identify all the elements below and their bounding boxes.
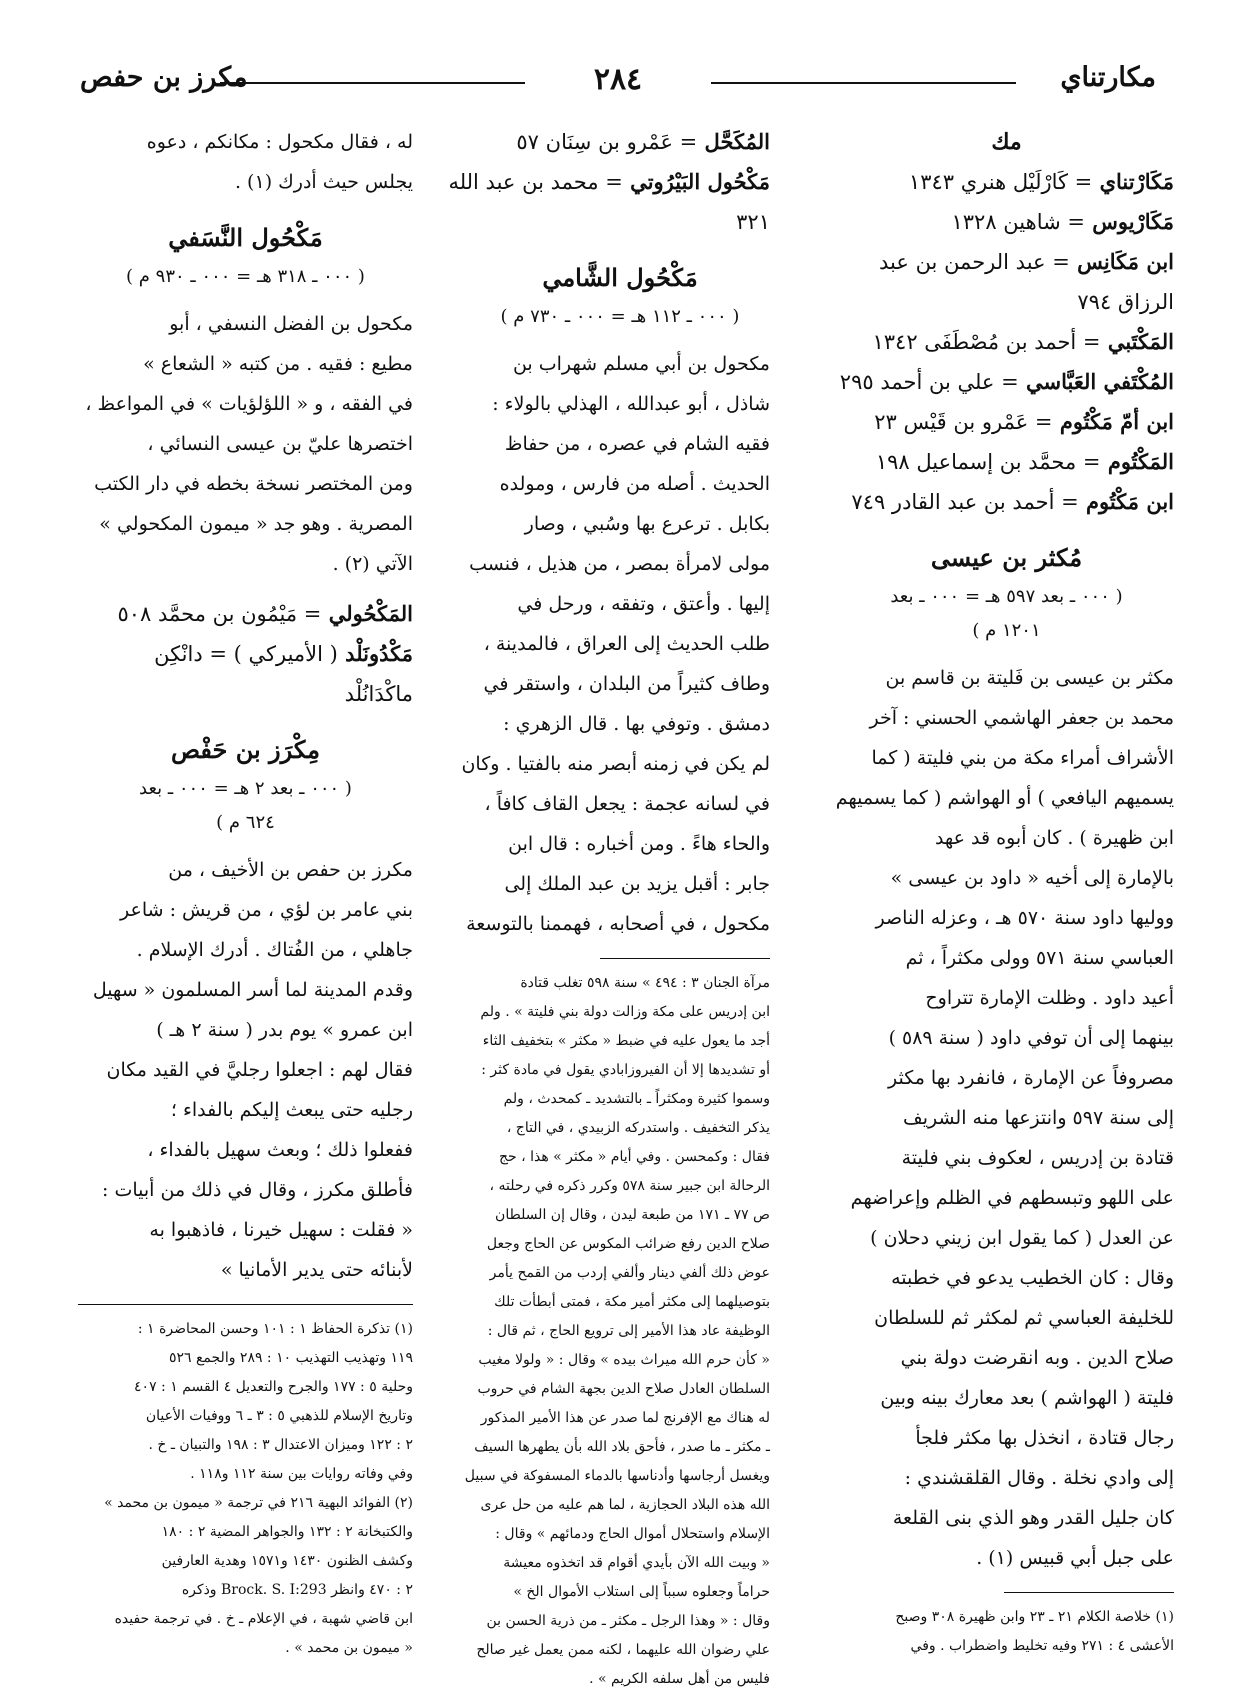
footnote-line: (٢) الفوائد البهية ٢١٦ في ترجمة « ميمون بن محمد » <box>104 1495 413 1511</box>
bio-title: مَكْحُول النَّسَفي <box>168 223 323 252</box>
entry-value: = شاهين ١٣٢٨ <box>951 210 1085 234</box>
page-number: ٢٨٤ <box>593 62 643 97</box>
footnote-line: فليس من أهل سلفه الكريم » . <box>589 1671 770 1687</box>
text-line: ومن المختصر نسخة بخطه في دار الكتب <box>94 473 413 495</box>
footnote-rule <box>78 1304 413 1305</box>
text-line: بينهما إلى أن توفي داود ( سنة ٥٨٩ ) <box>888 1027 1174 1049</box>
text-line: فقيه الشام في عصره ، من حفاظ <box>504 433 770 455</box>
footnote-line: وكشف الظنون ١٤٣٠ و١٥٧١ وهدية العارفين <box>161 1553 413 1569</box>
footnote-line: له هناك مع الإفرنج لما صدر عن هذا الأمير المذكور <box>480 1410 770 1426</box>
text-line: وقال : كان الخطيب يدعو في خطبته <box>891 1267 1174 1289</box>
footnote-line: ـ مكثر ـ ما صدر ، فأحق بلاد الله بأن يطهرها السيف <box>474 1439 770 1455</box>
text-line: مكرز بن حفص بن الأخيف ، من <box>168 859 413 881</box>
entry-line <box>470 202 770 242</box>
text-line: ففعلوا ذلك ؛ وبعث سهيل بالفداء ، <box>147 1139 413 1161</box>
footnote-line: يذكر التخفيف . واستدركه الزبيدي ، في التاج ، <box>506 1120 770 1136</box>
footnote-line: السلطان العادل صلاح الدين بجهة الشام في حروب <box>477 1381 770 1397</box>
text-line: بني عامر بن لؤي ، من قريش : شاعر <box>120 899 413 921</box>
footnote-line: وتاريخ الإسلام للذهبي ٥ : ٣ ـ ٦ ووفيات الأعيان <box>145 1408 413 1424</box>
footnote-line: وحلية ٥ : ١٧٧ والجرح والتعديل ٤ القسم ١ : ٤٠٧ <box>134 1379 413 1395</box>
text-line: رجليه حتى يبعث إليكم بالفداء ؛ <box>170 1099 413 1121</box>
entry-value: = عبد الرحمن بن عبد <box>879 250 1070 274</box>
entry-value: = عَمْرو بن قَيْس ٢٣ <box>874 410 1053 434</box>
entry-line <box>470 122 770 162</box>
footnote-line: حراماً وجعلوه سبباً إلى استلاب الأموال الخ » <box>513 1584 770 1600</box>
footnote-line: الله هذه البلاد الحجازية ، لما هم عليه من حل عرى <box>480 1497 770 1513</box>
text-line: أعيد داود . وظلت الإمارة تتراوح <box>925 987 1174 1009</box>
entry-line <box>78 674 413 714</box>
entry-name: المُكَحَّل <box>697 129 770 154</box>
entry-line <box>839 442 1174 482</box>
text-line: العباسي سنة ٥٧١ وولى مكثراً ، ثم <box>905 947 1174 969</box>
bio-title: مُكثر بن عيسى <box>930 543 1083 572</box>
footnote-rule <box>600 958 770 959</box>
text-line: على جبل أبي قبيس (١) . <box>976 1547 1174 1569</box>
text-line: فليتة ( الهواشم ) بعد معارك بينه وبين <box>880 1387 1174 1409</box>
entry-value: = محمَّد بن إسماعيل ١٩٨ <box>875 450 1101 474</box>
column-middle <box>448 122 770 1694</box>
bio-title: مِكْرَز بن حَفْص <box>171 735 320 764</box>
column-left <box>78 122 413 1663</box>
text-line: عن العدل ( كما يقول ابن زيني دحلان ) <box>870 1227 1174 1249</box>
entry-value: = محمد بن عبد الله <box>448 170 623 194</box>
entry-name: مَكْدُونَلْد <box>337 641 413 666</box>
bio-dates: ( ٠٠٠ ـ بعد ٢ هـ = ٠٠٠ ـ بعد <box>139 778 352 799</box>
entry-value: ٣٢١ <box>736 210 770 234</box>
footnote-line: ١١٩ وتهذيب التهذيب ١٠ : ٢٨٩ والجمع ٥٢٦ <box>168 1350 413 1366</box>
entry-value: ماكْدَانُلْد <box>344 682 413 706</box>
continued-text <box>78 122 413 202</box>
text-line: فأطلق مكرز ، وقال في ذلك من أبيات : <box>102 1179 413 1201</box>
bio-text <box>78 850 413 1290</box>
text-line: لأبنائه حتى يدير الأمانيا » <box>220 1259 413 1281</box>
entry-name: مَكَارْيوس <box>1084 209 1174 234</box>
footnote-line: الإسلام واستحلال أموال الحاج ودمائهم » وقال : <box>495 1526 770 1542</box>
entry-value: الرزاق ٧٩٤ <box>1077 290 1174 314</box>
footnotes <box>839 1603 1174 1661</box>
entry-line <box>839 402 1174 442</box>
bio-dates: ( ٠٠٠ ـ ١١٢ هـ = ٠٠٠ ـ ٧٣٠ م ) <box>500 306 740 327</box>
entry-line <box>78 594 413 634</box>
footnote-line: ٢ : ١٢٢ وميزان الاعتدال ٣ : ١٩٨ والتبيان ـ خ . <box>148 1437 413 1453</box>
running-head-left: مكرز بن حفص <box>80 62 248 93</box>
text-line: ابن ظهيرة ) . كان أبوه قد عهد <box>934 827 1174 849</box>
entry-value: = مَيْمُون بن محمَّد ٥٠٨ <box>117 602 322 626</box>
entry-line <box>839 482 1174 522</box>
footnote-line: (١) خلاصة الكلام ٢١ ـ ٢٣ وابن ظهيرة ٣٠٨ وصبح <box>895 1609 1174 1625</box>
text-line: « فقلت : سهيل خيرنا ، فاذهبوا به <box>149 1219 413 1241</box>
entry-list <box>78 594 413 714</box>
entry-line <box>839 282 1174 322</box>
entry-name: المَكْتَبي <box>1100 329 1174 354</box>
entry-name: ابن أمّ مَكْتُوم <box>1052 409 1174 434</box>
text-line: ووليها داود سنة ٥٧٠ هـ ، وعزله الناصر <box>875 907 1174 929</box>
footnote-line: أجد ما يعول عليه في ضبط « مكثر » بتخفيف الثاء <box>482 1033 770 1049</box>
footnote-line: الوظيفة عاد هذا الأمير إلى ترويع الحاج ، ثم قال : <box>487 1323 770 1339</box>
text-line: إلى وادي نخلة . وقال القلقشندي : <box>904 1467 1174 1489</box>
text-line: في الفقه ، و « اللؤلؤيات » في المواعظ ، <box>85 393 413 415</box>
bio-text <box>835 658 1174 1578</box>
footnotes <box>464 969 770 1694</box>
footnote-line: أو تشديدها إلا أن الفيروزابادي يقول في مادة كثر : <box>481 1062 770 1078</box>
footnote-line: ٢ : ٤٧٠ وانظر Brock. S. I:293 وذكره <box>181 1582 413 1598</box>
text-line: جاهلي ، من الفُتاك . أدرك الإسلام . <box>136 939 413 961</box>
text-line: على اللهو وتبسطهم في الظلم وإعراضهم <box>850 1187 1174 1209</box>
text-line: محمد بن جعفر الهاشمي الحسني : آخر <box>869 707 1174 729</box>
text-line: شاذل ، أبو عبدالله ، الهذلي بالولاء : <box>492 393 770 415</box>
entry-line <box>839 242 1174 282</box>
entry-line <box>448 162 770 202</box>
text-line: مصروفاً عن الإمارة ، فانفرد بها مكثر <box>887 1067 1174 1089</box>
running-head-right: مكارتناي <box>1060 62 1156 93</box>
footnote-line: فقال : وكمحسن . وفي أيام « مكثر » هذا ، حج <box>498 1149 770 1165</box>
text-line: له ، فقال مكحول : مكانكم ، دعوه <box>146 131 413 153</box>
text-line: مكحول ، في أصحابه ، فهممنا بالتوسعة <box>466 913 770 935</box>
text-line: ابن عمرو » يوم بدر ( سنة ٢ هـ ) <box>156 1019 413 1041</box>
page-header <box>80 62 1156 102</box>
text-line: والحاء هاءً . ومن أخباره : قال ابن <box>508 833 770 855</box>
text-line: فقال لهم : اجعلوا رجليَّ في القيد مكان <box>106 1059 413 1081</box>
bio-text <box>78 304 413 584</box>
footnote-line: عوض ذلك ألفي دينار وألفي إردب من القمح يأمر <box>489 1265 770 1281</box>
entry-name: مَكْحُول البَيْرُوتي <box>622 169 770 194</box>
footnote-line: « ميمون بن محمد » . <box>285 1640 413 1656</box>
entry-list <box>448 122 770 242</box>
text-line: صلاح الدين . وبه انقرضت دولة بني <box>900 1347 1174 1369</box>
footnote-line: وقال : « وهذا الرجل ـ مكثر ـ من ذرية الحسن بن <box>486 1613 770 1629</box>
entry-name: المَكْحُولي <box>321 601 413 626</box>
bio-dates: ( ٠٠٠ ـ بعد ٥٩٧ هـ = ٠٠٠ ـ بعد <box>890 586 1123 607</box>
footnote-line: مرآة الجنان ٣ : ٤٩٤ » سنة ٥٩٨ تغلب قتادة <box>520 975 770 991</box>
footnote-line: (١) تذكرة الحفاظ ١ : ١٠١ وحسن المحاضرة ١ : <box>137 1321 413 1337</box>
footnote-line: ابن قاضي شهبة ، في الإعلام ـ خ . في ترجمة حفيده <box>114 1611 413 1627</box>
text-line: بكابل . ترعرع بها وسُبي ، وصار <box>524 513 770 535</box>
text-line: للخليفة العباسي ثم لمكثر ثم للسلطان <box>874 1307 1174 1329</box>
footnote-rule <box>1004 1592 1174 1593</box>
text-line: لم يكن في زمنه أبصر منه بالفتيا . وكان <box>461 753 770 775</box>
entry-line <box>839 162 1174 202</box>
entry-value: = عَمْرو بن سِنَان ٥٧ <box>516 130 698 154</box>
footnote-line: وفي وفاته روايات بين سنة ١١٢ و١١٨ . <box>190 1466 413 1482</box>
footnote-line: بتوصيلهما إلى مكثر أمير مكة ، فمتى أبطأت تلك <box>494 1294 770 1310</box>
entry-value: = كَارْلَيْل هنري ١٣٤٣ <box>908 170 1093 194</box>
entry-name: المَكْتُوم <box>1100 449 1174 474</box>
text-line: كان جليل القدر وهو الذي بنى القلعة <box>892 1507 1174 1529</box>
text-line: الآتي (٢) . <box>332 553 413 575</box>
footnote-line: ويغسل أرجاسها وأدناسها بالدماء المسفوكة في سبيل <box>464 1468 770 1484</box>
footnote-line: والكتبخانة ٢ : ١٣٢ والجواهر المضية ٢ : ١٨٠ <box>161 1524 413 1540</box>
text-line: وطاف كثيراً من البلدان ، واستقر في <box>483 673 770 695</box>
entry-name: ابن مَكَانِس <box>1069 249 1174 274</box>
entry-value: = أحمد بن مُصْطَفَى ١٣٤٢ <box>872 330 1101 354</box>
text-line: الحديث . أصله من فارس ، ومولده <box>499 473 770 495</box>
footnote-line: ابن إدريس على مكة وزالت دولة بني فليتة » . ولم <box>480 1004 770 1020</box>
entry-name: مَكَارْتناي <box>1092 169 1174 194</box>
text-line: مكحول بن أبي مسلم شهراب بن <box>512 353 770 375</box>
entry-name: ابن مَكْتُوم <box>1078 489 1174 514</box>
text-line: يجلس حيث أدرك (١) . <box>234 171 413 193</box>
bio-text <box>461 344 770 944</box>
text-line: وقدم المدينة لما أسر المسلمون « سهيل <box>92 979 413 1001</box>
footnote-line: علي رضوان الله عليهما ، لكنه ممن يعمل غير صالح <box>476 1642 770 1658</box>
bio-dates-cont: ١٢٠١ م ) <box>972 620 1041 641</box>
entry-line <box>839 322 1174 362</box>
footnote-line: « وبيت الله الآن بأيدي أقوام قد اتخذوه معيشة <box>503 1555 770 1571</box>
text-line: في لسانه عجمة : يجعل القاف كافاً ، <box>484 793 770 815</box>
text-line: الأشراف أمراء مكة من بني فليتة ( كما <box>871 747 1174 769</box>
footnote-line: وسموا كثيرة ومكثراً ـ بالتشديد ـ كمحدث ، ولم <box>503 1091 770 1107</box>
entry-line <box>839 362 1174 402</box>
text-line: جابر : أقبل يزيد بن عبد الملك إلى <box>504 873 770 895</box>
footnote-line: الرحالة ابن جبير سنة ٥٧٨ وكرر ذكره في رحلته ، <box>489 1178 770 1194</box>
section-mark: مك <box>991 129 1022 155</box>
text-line: قتادة بن إدريس ، لعكوف بني فليتة <box>901 1147 1174 1169</box>
text-line: دمشق . وتوفي بها . قال الزهري : <box>503 713 770 735</box>
entry-value: = أحمد بن عبد القادر ٧٤٩ <box>851 490 1079 514</box>
bio-title: مَكْحُول الشَّامي <box>542 263 698 292</box>
column-right <box>835 122 1174 1661</box>
entry-line <box>839 202 1174 242</box>
footnote-line: الأعشى ٤ : ٢٧١ وفيه تخليط واضطراب . وفي <box>910 1638 1174 1654</box>
bio-dates-cont: ٦٢٤ م ) <box>216 812 275 833</box>
entry-value: ( الأميركي ) = دانْكِن <box>154 642 338 666</box>
entry-list <box>839 162 1174 522</box>
footnotes <box>78 1315 413 1663</box>
text-line: إليها . وأعتق ، وتفقه ، ورحل في <box>517 593 770 615</box>
text-line: مكحول بن الفضل النسفي ، أبو <box>169 313 413 335</box>
text-line: يسميهم اليافعي ) أو الهواشم ( كما يسميهم <box>835 787 1174 809</box>
entry-line <box>78 634 413 674</box>
footnote-line: « كأن حرم الله ميراث بيده » وقال : « ولولا مغيب <box>478 1352 770 1368</box>
footnote-line: ص ٧٧ ـ ١٧١ من طبعة ليدن ، وقال إن السلطان <box>495 1207 770 1223</box>
header-rule-left <box>220 82 525 84</box>
text-line: رجال قتادة ، انخذل بها مكثر فلجأ <box>915 1427 1174 1449</box>
text-line: المصرية . وهو جد « ميمون المكحولي » <box>99 513 413 535</box>
text-line: اختصرها عليّ بن عيسى النسائي ، <box>147 433 413 455</box>
text-line: طلب الحديث إلى العراق ، فالمدينة ، <box>483 633 770 655</box>
text-line: مطيع : فقيه . من كتبه « الشعاع » <box>143 353 413 375</box>
bio-dates: ( ٠٠٠ ـ ٣١٨ هـ = ٠٠٠ ـ ٩٣٠ م ) <box>126 266 365 287</box>
text-line: بالإمارة إلى أخيه « داود بن عيسى » <box>890 867 1174 889</box>
entry-name: المُكْتَفي العَبَّاسي <box>1018 369 1174 394</box>
text-line: إلى سنة ٥٩٧ وانتزعها منه الشريف <box>903 1107 1174 1129</box>
footnote-line: صلاح الدين رفع ضرائب المكوس عن الحاج وجعل <box>486 1236 770 1252</box>
text-line: مولى لامرأة بمصر ، من هذيل ، فنسب <box>469 553 770 575</box>
entry-value: = علي بن أحمد ٢٩٥ <box>839 370 1019 394</box>
header-rule-right <box>711 82 1016 84</box>
text-line: مكثر بن عيسى بن فَليتة بن قاسم بن <box>885 667 1174 689</box>
